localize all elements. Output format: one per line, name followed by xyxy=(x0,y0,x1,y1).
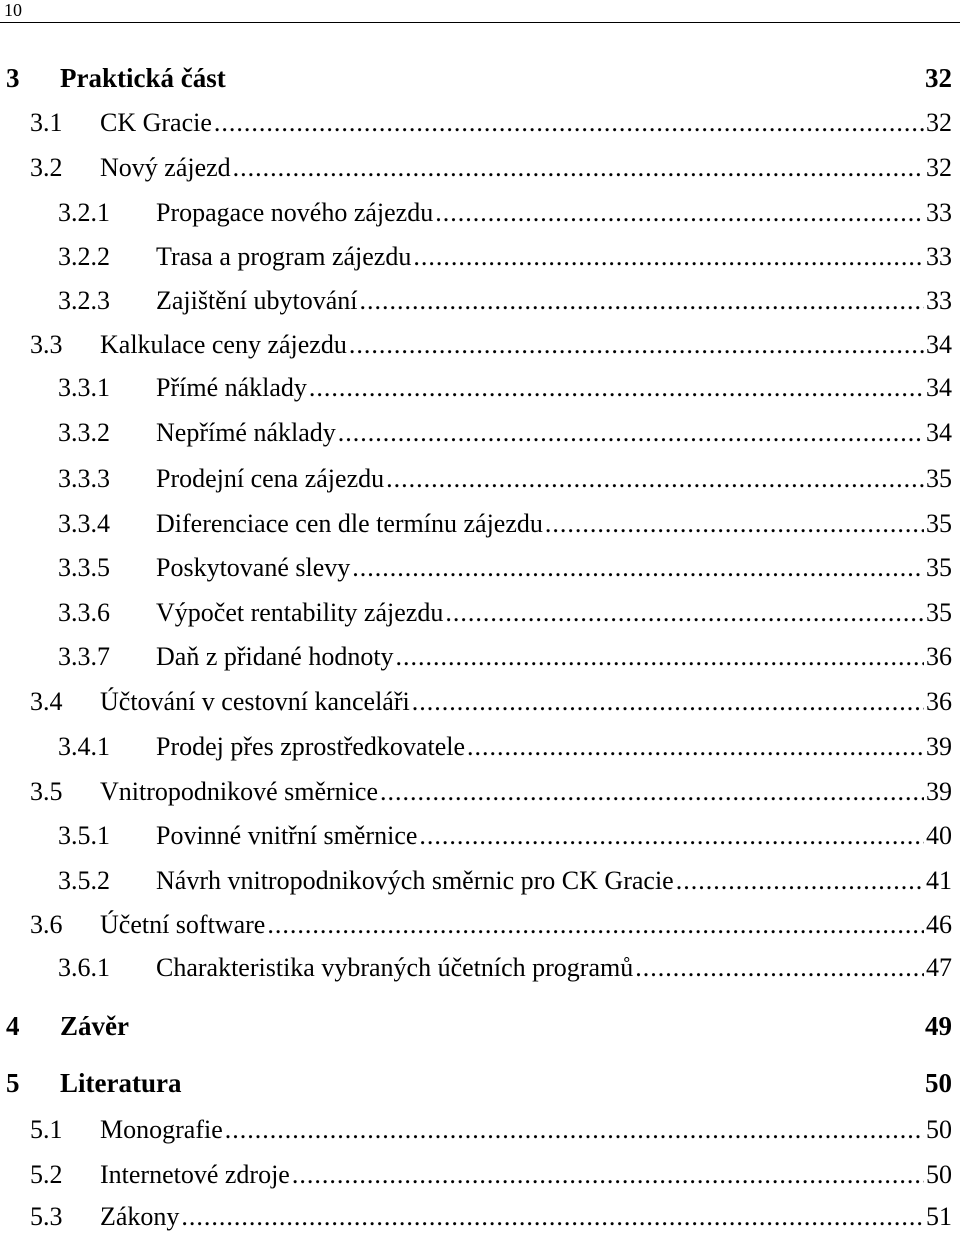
toc-entry[interactable] xyxy=(6,1067,952,1099)
dot-leader xyxy=(635,952,924,984)
toc-entry-number: 3.2.3 xyxy=(58,286,110,315)
toc-entry-page: 34 xyxy=(926,418,952,447)
dot-leader xyxy=(292,1159,924,1191)
dot-leader xyxy=(359,285,924,317)
toc-entry-number: 5 xyxy=(6,1068,20,1098)
toc-entry[interactable] xyxy=(30,152,952,184)
toc-entry-number: 3.4 xyxy=(30,687,63,716)
toc-entry-number: 3.2 xyxy=(30,153,63,182)
toc-entry-number: 5.3 xyxy=(30,1202,63,1231)
toc-entry-title: Daň z přidané hodnoty xyxy=(156,642,394,671)
dot-leader xyxy=(419,820,924,852)
toc-entry[interactable] xyxy=(30,329,952,361)
toc-entry-title: Prodejní cena zájezdu xyxy=(156,464,385,493)
toc-entry[interactable] xyxy=(58,241,952,273)
dot-leader xyxy=(181,1201,924,1233)
toc-entry-number: 3.4.1 xyxy=(58,732,110,761)
toc-entry-page: 50 xyxy=(926,1115,952,1144)
toc-entry[interactable] xyxy=(58,731,952,763)
toc-entry-page: 32 xyxy=(926,108,952,137)
toc-entry-title: Charakteristika vybraných účetních programů xyxy=(156,953,634,982)
toc-entry-page: 39 xyxy=(926,777,952,806)
toc-entry[interactable] xyxy=(58,552,952,584)
toc-entry[interactable] xyxy=(6,62,952,94)
toc-entry[interactable] xyxy=(30,107,952,139)
toc-entry[interactable] xyxy=(58,865,952,897)
toc-entry-title: Propagace nového zájezdu xyxy=(156,198,434,227)
toc-entry[interactable] xyxy=(58,197,952,229)
toc-entry-number: 5.2 xyxy=(30,1160,63,1189)
dot-leader xyxy=(435,197,924,229)
toc-entry-title: Nepřímé náklady xyxy=(156,418,336,447)
toc-entry-page: 39 xyxy=(926,732,952,761)
toc-entry-number: 3.3.5 xyxy=(58,553,110,582)
toc-entry-page: 33 xyxy=(926,286,952,315)
toc-entry-title: Prodej přes zprostředkovatele xyxy=(156,732,466,761)
toc-entry-number: 4 xyxy=(6,1011,20,1041)
toc-entry[interactable] xyxy=(58,508,952,540)
toc-entry-page: 36 xyxy=(926,687,952,716)
toc-entry[interactable] xyxy=(58,820,952,852)
toc-entry-page: 35 xyxy=(926,553,952,582)
toc-entry[interactable] xyxy=(58,463,952,495)
toc-entry-title: Praktická část xyxy=(60,63,226,93)
dot-leader xyxy=(352,552,924,584)
toc-entry-number: 3 xyxy=(6,63,20,93)
toc-entry-page: 50 xyxy=(926,1160,952,1189)
toc-entry-page: 49 xyxy=(925,1011,952,1041)
toc-entry-title: Poskytované slevy xyxy=(156,553,351,582)
toc-entry-title: Literatura xyxy=(60,1068,182,1098)
toc-entry[interactable] xyxy=(30,1159,952,1191)
toc-entry-title: Diferenciace cen dle termínu zájezdu xyxy=(156,509,543,538)
toc-entry-number: 3.3.2 xyxy=(58,418,110,447)
toc-entry-title: Monografie xyxy=(100,1115,223,1144)
toc-entry[interactable] xyxy=(58,952,952,984)
toc-entry[interactable] xyxy=(6,1010,952,1042)
toc-entry-number: 3.3.6 xyxy=(58,598,110,627)
toc-entry[interactable] xyxy=(58,597,952,629)
toc-entry-page: 32 xyxy=(926,153,952,182)
dot-leader xyxy=(225,1114,924,1146)
toc-entry-page: 35 xyxy=(926,598,952,627)
toc-entry-title: Účtování v cestovní kanceláři xyxy=(100,687,410,716)
toc-entry[interactable] xyxy=(58,372,952,404)
toc-entry-number: 3.6.1 xyxy=(58,953,110,982)
toc-entry-title: Přímé náklady xyxy=(156,373,307,402)
toc-entry-title: CK Gracie xyxy=(100,108,212,137)
toc-entry-number: 3.5.2 xyxy=(58,866,110,895)
toc-entry[interactable] xyxy=(30,776,952,808)
toc-entry[interactable] xyxy=(30,1201,952,1233)
toc-entry-page: 51 xyxy=(926,1202,952,1231)
toc-entry-page: 47 xyxy=(926,953,952,982)
toc-entry-title: Nový zájezd xyxy=(100,153,231,182)
toc-entry-page: 50 xyxy=(925,1068,952,1098)
toc-entry-title: Závěr xyxy=(60,1011,129,1041)
toc-entry-title: Internetové zdroje xyxy=(100,1160,290,1189)
toc-entry-page: 46 xyxy=(926,910,952,939)
toc-entry[interactable] xyxy=(30,909,952,941)
toc-entry-title: Zajištění ubytování xyxy=(156,286,358,315)
dot-leader xyxy=(380,776,924,808)
toc-entry-number: 3.5 xyxy=(30,777,63,806)
toc-entry-page: 41 xyxy=(926,866,952,895)
toc-entry-page: 34 xyxy=(926,330,952,359)
toc-entry-page: 33 xyxy=(926,198,952,227)
toc-entry[interactable] xyxy=(58,285,952,317)
toc-entry-page: 32 xyxy=(925,63,952,93)
toc-entry-title: Povinné vnitřní směrnice xyxy=(156,821,418,850)
toc-entry-page: 34 xyxy=(926,373,952,402)
dot-leader xyxy=(233,152,924,184)
toc-entry-title: Návrh vnitropodnikových směrnic pro CK Gracie xyxy=(156,866,674,895)
dot-leader xyxy=(545,508,924,540)
toc-entry-title: Kalkulace ceny zájezdu xyxy=(100,330,347,359)
toc-entry-title: Výpočet rentability zájezdu xyxy=(156,598,444,627)
toc-entry-number: 3.2.1 xyxy=(58,198,110,227)
dot-leader xyxy=(467,731,924,763)
dot-leader xyxy=(214,107,924,139)
toc-entry-number: 3.3.7 xyxy=(58,642,110,671)
toc-entry-page: 33 xyxy=(926,242,952,271)
dot-leader xyxy=(445,597,924,629)
toc-entry[interactable] xyxy=(58,417,952,449)
toc-entry-number: 3.3.4 xyxy=(58,509,110,538)
toc-entry-number: 3.3 xyxy=(30,330,63,359)
dot-leader xyxy=(676,865,924,897)
dot-leader xyxy=(338,417,924,449)
toc-entry-title: Vnitropodnikové směrnice xyxy=(100,777,378,806)
toc-entry-title: Zákony xyxy=(100,1202,180,1231)
toc-entry-page: 35 xyxy=(926,464,952,493)
toc-entry-page: 36 xyxy=(926,642,952,671)
toc-entry[interactable] xyxy=(30,1114,952,1146)
toc-entry-number: 3.5.1 xyxy=(58,821,110,850)
toc-entry[interactable] xyxy=(58,641,952,673)
dot-leader xyxy=(412,686,924,718)
dot-leader xyxy=(349,329,924,361)
toc-entry-number: 3.2.2 xyxy=(58,242,110,271)
toc-entry-number: 3.1 xyxy=(30,108,63,137)
toc-entry-number: 3.3.1 xyxy=(58,373,110,402)
dot-leader xyxy=(413,241,924,273)
toc-entry[interactable] xyxy=(30,686,952,718)
toc-entry-page: 35 xyxy=(926,509,952,538)
toc-entry-number: 3.3.3 xyxy=(58,464,110,493)
toc-entry-number: 3.6 xyxy=(30,910,63,939)
toc-entry-number: 5.1 xyxy=(30,1115,63,1144)
dot-leader xyxy=(267,909,924,941)
toc-entry-page: 40 xyxy=(926,821,952,850)
dot-leader xyxy=(396,641,924,673)
page-number: 10 xyxy=(4,0,22,20)
toc-entry-title: Trasa a program zájezdu xyxy=(156,242,412,271)
dot-leader xyxy=(386,463,924,495)
toc-entry-title: Účetní software xyxy=(100,910,266,939)
dot-leader xyxy=(309,372,924,404)
